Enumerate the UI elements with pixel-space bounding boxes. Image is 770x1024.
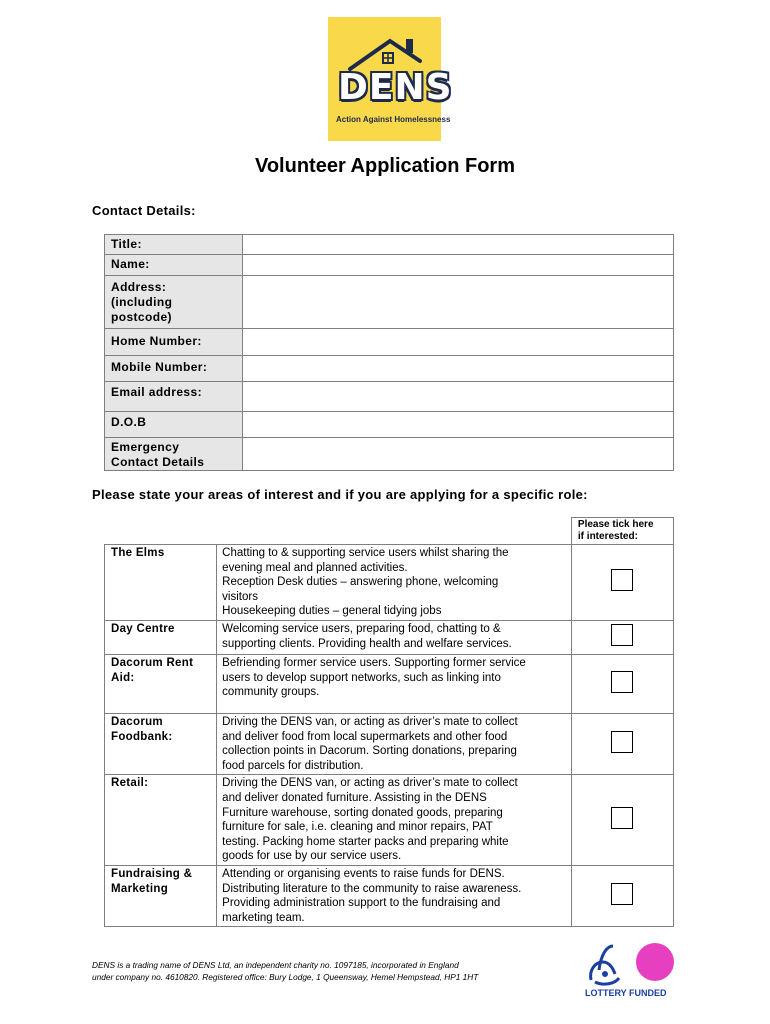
- contact-row-email: [105, 382, 674, 412]
- tick-checkbox[interactable]: [611, 731, 633, 753]
- lottery-funded-logo: [585, 940, 677, 998]
- role-location: Dacorum Rent Aid:: [105, 654, 217, 713]
- dob-input[interactable]: [243, 412, 674, 438]
- role-description: Welcoming service users, preparing food, chatting to & supporting clients. Providing health and welfare services.: [217, 620, 572, 654]
- role-row: [105, 620, 674, 654]
- logo-word: DENS: [338, 67, 453, 108]
- contact-row-dob: [105, 412, 674, 438]
- email-input[interactable]: [243, 382, 674, 412]
- contact-row-title: [105, 235, 674, 255]
- lottery-badge-icon: [636, 943, 674, 981]
- role-row: [105, 713, 674, 774]
- lottery-crossed-fingers-icon: [585, 940, 677, 986]
- tick-checkbox[interactable]: [611, 569, 633, 591]
- roles-heading: Please state your areas of interest and if you are applying for a specific role:: [92, 487, 588, 502]
- mobile-number-input[interactable]: [243, 356, 674, 382]
- tick-header: Please tick here if interested:: [571, 518, 673, 545]
- role-description: Attending or organising events to raise funds for DENS. Distributing literature to the community to raise awareness. Providing administration support to the fundraising and marketing team.: [217, 865, 572, 926]
- footer-line: DENS is a trading name of DENS Ltd, an independent charity no. 1097185, incorporated in England: [92, 960, 459, 970]
- contact-row-name: [105, 255, 674, 276]
- field-label: Name:: [105, 255, 243, 276]
- role-description: Driving the DENS van, or acting as driver’s mate to collect and deliver food from local supermarkets and other food collection points in Dacorum. Sorting donations, preparing food parcels for distribution.: [217, 713, 572, 774]
- contact-heading: Contact Details:: [92, 203, 196, 218]
- tick-checkbox[interactable]: [611, 624, 633, 646]
- role-description: Befriending former service users. Supporting former service users to develop support networks, such as linking into community groups.: [217, 654, 572, 713]
- role-tick-cell: [571, 713, 673, 774]
- title-input[interactable]: [243, 235, 674, 255]
- field-label: Email address:: [105, 382, 243, 412]
- logo-tagline: Action Against Homelessness: [336, 115, 451, 124]
- role-tick-cell: [571, 545, 673, 621]
- home-number-input[interactable]: [243, 329, 674, 356]
- page-title: Volunteer Application Form: [254, 155, 515, 177]
- tick-checkbox[interactable]: [611, 807, 633, 829]
- role-location: Dacorum Foodbank:: [105, 713, 217, 774]
- tick-checkbox[interactable]: [611, 671, 633, 693]
- roles-header-row: [105, 518, 674, 545]
- contact-row-address: [105, 276, 674, 329]
- name-input[interactable]: [243, 255, 674, 276]
- contact-row-home-number: [105, 329, 674, 356]
- footer-text: [92, 959, 478, 983]
- role-row: [105, 865, 674, 926]
- field-label: Address: (including postcode): [105, 276, 243, 329]
- role-tick-cell: [571, 775, 673, 866]
- field-label: Mobile Number:: [105, 356, 243, 382]
- contact-row-mobile-number: [105, 356, 674, 382]
- role-row: [105, 775, 674, 866]
- role-row: [105, 545, 674, 621]
- role-tick-cell: [571, 865, 673, 926]
- roles-table: [104, 517, 674, 927]
- contact-table: [104, 234, 674, 471]
- role-location: Day Centre: [105, 620, 217, 654]
- field-label: Home Number:: [105, 329, 243, 356]
- role-location: Retail:: [105, 775, 217, 866]
- role-tick-cell: [571, 654, 673, 713]
- role-location: Fundraising & Marketing: [105, 865, 217, 926]
- role-row: [105, 654, 674, 713]
- lottery-label: LOTTERY FUNDED: [585, 988, 667, 998]
- address-input[interactable]: [243, 276, 674, 329]
- contact-row-emergency: [105, 438, 674, 471]
- dens-logo: [328, 17, 453, 141]
- emergency-contact-input[interactable]: [243, 438, 674, 471]
- footer-line: under company no. 4610820. Registered office: Bury Lodge, 1 Queensway, Hemel Hempstead, HP1 1HT: [92, 972, 479, 982]
- field-label: D.O.B: [105, 412, 243, 438]
- role-description: Driving the DENS van, or acting as driver’s mate to collect and deliver donated furniture. Assisting in the DENS Furniture warehouse, sorting donated goods, preparing furniture for sale, i.e. cleaning and minor repairs, PAT testing. Packing home starter packs and preparing white goods for use by our service users.: [217, 775, 572, 866]
- role-description: Chatting to & supporting service users whilst sharing the evening meal and planned activities. Reception Desk duties – answering phone, welcoming visitors Housekeeping duties – general tidying jobs: [217, 545, 572, 621]
- field-label: Title:: [105, 235, 243, 255]
- field-label: Emergency Contact Details: [105, 438, 243, 471]
- role-tick-cell: [571, 620, 673, 654]
- tick-checkbox[interactable]: [611, 883, 633, 905]
- role-location: The Elms: [105, 545, 217, 621]
